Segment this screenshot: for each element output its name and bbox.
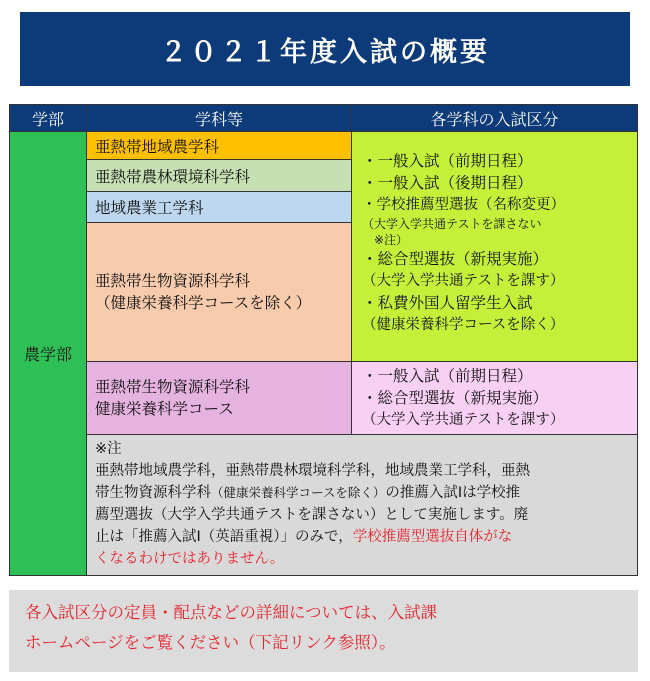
dept-label: 亜熱帯地域農学科 [95, 137, 220, 156]
entrance-note: （大学入学共通テストを課す） [362, 273, 565, 289]
dept-row-1 [87, 132, 351, 159]
entrance-item: ・私費外国人留学生入試 [362, 294, 533, 312]
header-faculty: 学部 [10, 105, 86, 131]
dept-row-4 [87, 223, 351, 361]
dept-label: 亜熱帯農林環境科学科 [95, 167, 251, 186]
note-text: の推薦入試Ⅰは学校推 [385, 485, 521, 501]
entrance-item: ・一般入試（後期日程） [362, 174, 533, 192]
note-heading: ※注 [95, 441, 122, 457]
dept-sublabel: 健康栄養科学コース [95, 400, 234, 418]
page-title: ２０２１年度入試の概要 [20, 12, 630, 86]
info-line: ホームページをご覧ください（下記リンク参照）。 [25, 633, 396, 652]
note-line: 亜熱帯地域農学科，亜熱帯農林環境科学科，地域農業工学科，亜熱 [95, 463, 530, 479]
dept-label: 亜熱帯生物資源科学科 [95, 272, 251, 290]
entrance-note: ※注） [374, 233, 409, 247]
dept-row-2 [87, 160, 351, 191]
entrance-group-2 [352, 362, 637, 434]
note-text: 止は「推薦入試Ⅰ（英語重視）」のみで， [95, 529, 353, 545]
note-highlight: 学校推薦型選抜自体がな [352, 529, 513, 545]
entrance-item: ・一般入試（前期日程） [362, 367, 533, 385]
note-line: 薦型選抜（大学入学共通テストを課さない）として実施します。廃 [95, 507, 529, 523]
entrance-note: （大学入学共通テストを課さない [362, 217, 542, 231]
dept-label: 地域農業工学科 [95, 199, 204, 217]
note-text: （健康栄養科学コースを除く） [211, 485, 386, 500]
dept-label: 亜熱帯生物資源科学科 [95, 378, 251, 396]
entrance-note: （大学入学共通テストを課す） [362, 412, 565, 428]
note-line [95, 526, 627, 548]
note-text: 帯生物資源科学科 [95, 485, 211, 501]
entrance-note: （健康栄養科学コースを除く） [362, 317, 565, 333]
entrance-item: ・学校推薦型選抜（名称変更） [362, 197, 565, 213]
dept-sublabel: （健康栄養科学コースを除く） [95, 294, 312, 312]
faculty-cell: 農学部 [10, 132, 86, 575]
dept-row-5 [87, 362, 351, 434]
note-highlight: くなるわけではありません。 [95, 551, 285, 567]
dept-row-3 [87, 192, 351, 222]
note-line [95, 482, 627, 504]
info-line: 各入試区分の定員・配点などの詳細については、入試課 [25, 603, 438, 622]
note-box [87, 435, 637, 575]
entrance-group-1 [352, 132, 637, 361]
entrance-item: ・総合型選抜（新規実施） [362, 250, 549, 268]
info-box [9, 590, 638, 672]
admissions-table [9, 104, 638, 576]
header-department: 学科等 [87, 105, 351, 131]
header-entrance: 各学科の入試区分 [352, 105, 637, 131]
entrance-item: ・一般入試（前期日程） [362, 152, 533, 170]
entrance-item: ・総合型選抜（新規実施） [362, 389, 549, 407]
